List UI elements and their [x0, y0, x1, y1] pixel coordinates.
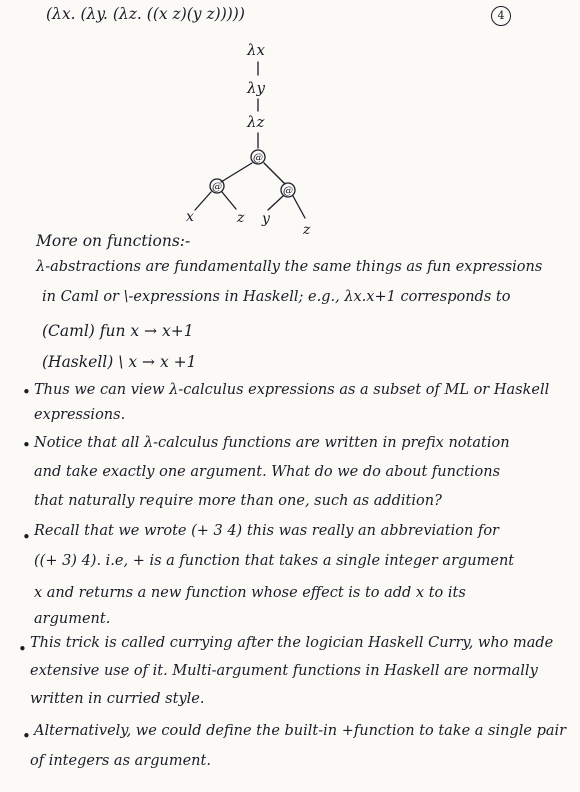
section-heading: More on functions:- [36, 232, 191, 250]
binder-lambda-y: λy [247, 79, 265, 97]
binder-lambda-x: λx [247, 41, 265, 59]
tree-edge [222, 192, 236, 209]
tree-edge [195, 192, 211, 210]
lambda-expression-header: (λx. (λy. (λz. ((x z)(y z))))) [46, 5, 245, 23]
syntax-tree-diagram [0, 0, 580, 240]
haskell-example: (Haskell) \ x → x +1 [42, 353, 197, 371]
tree-edge [264, 163, 285, 184]
tree-edge [293, 196, 305, 218]
bullet-text: Notice that all λ-calculus functions are written in prefix notation [34, 435, 510, 451]
bullet-dot: • [22, 436, 31, 454]
bullet-text: x and returns a new function whose effect is to add x to its [34, 585, 466, 601]
bullet-text: This trick is called currying after the logician Haskell Curry, who made [30, 635, 554, 651]
app-symbol-left: @ [212, 182, 222, 193]
bullet-text: that naturally require more than one, such as addition? [34, 493, 442, 509]
app-symbol-root: @ [253, 153, 263, 164]
tree-edge [268, 196, 283, 210]
intro-line: λ-abstractions are fundamentally the same things as fun expressions [36, 259, 543, 275]
leaf-z-right: z [303, 222, 311, 238]
bullet-text: written in curried style. [30, 691, 205, 707]
intro-line: in Caml or \-expressions in Haskell; e.g., λx.x+1 corresponds to [42, 289, 511, 305]
tree-edge [221, 163, 252, 182]
bullet-text: argument. [34, 611, 111, 627]
bullet-dot: • [22, 528, 31, 546]
bullet-text: Recall that we wrote (+ 3 4) this was really an abbreviation for [34, 523, 499, 539]
leaf-y: y [262, 211, 270, 227]
bullet-text: Thus we can view λ-calculus expressions as a subset of ML or Haskell [34, 382, 550, 398]
bullet-text: Alternatively, we could define the built-in +function to take a single pair [34, 723, 567, 739]
bullet-dot: • [22, 727, 31, 745]
bullet-dot: • [22, 383, 31, 401]
page-number: 4 [491, 6, 511, 26]
bullet-text: expressions. [34, 407, 126, 423]
bullet-text: extensive use of it. Multi-argument functions in Haskell are normally [30, 663, 538, 679]
binder-lambda-z: λz [247, 113, 265, 131]
bullet-dot: • [18, 640, 27, 658]
caml-example: (Caml) fun x → x+1 [42, 322, 194, 340]
leaf-z-left: z [237, 210, 245, 226]
bullet-text: and take exactly one argument. What do we do about functions [34, 464, 501, 480]
bullet-text: ((+ 3) 4). i.e, + is a function that takes a single integer argument [34, 553, 515, 569]
app-symbol-right: @ [283, 186, 293, 197]
leaf-x: x [186, 209, 194, 225]
bullet-text: of integers as argument. [30, 753, 211, 769]
